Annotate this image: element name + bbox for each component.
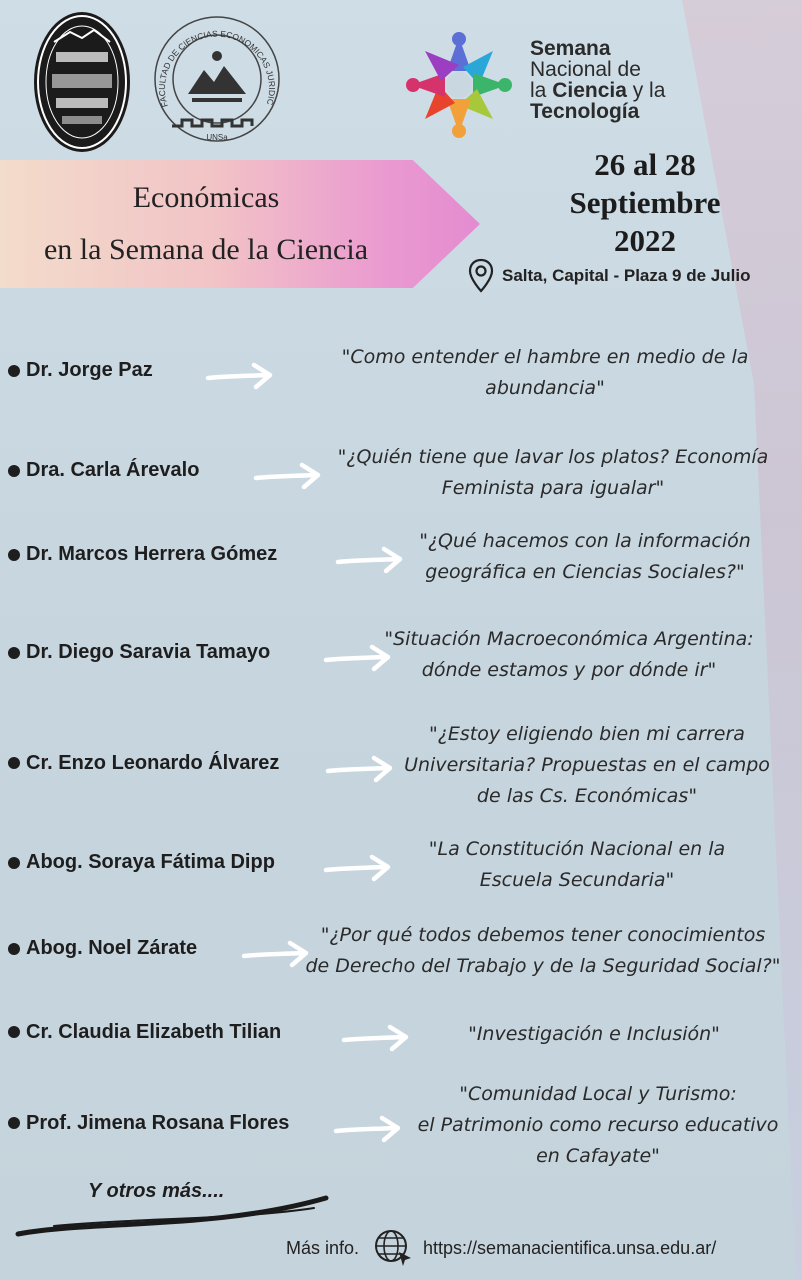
university-seal-logo xyxy=(34,12,130,152)
snct-line-2: Nacional de xyxy=(530,58,641,81)
speaker-name-text: Abog. Noel Zárate xyxy=(26,937,198,959)
location-pin-icon xyxy=(468,258,494,294)
footer xyxy=(286,1228,716,1268)
talk-title-line: "La Constitución Nacional en la xyxy=(428,838,726,860)
talk-title-line: "¿Por qué todos debemos tener conocimientos xyxy=(320,924,766,946)
faculty-seal-graphic xyxy=(152,14,282,144)
speaker-name-text: Prof. Jimena Rosana Flores xyxy=(26,1111,290,1134)
speaker-name xyxy=(8,359,153,382)
speaker-name-text: Cr. Claudia Elizabeth Tilian xyxy=(26,1020,282,1043)
talk-title-line: de las Cs. Económicas" xyxy=(476,785,698,807)
talk-title-line: "¿Quién tiene que lavar los platos? Economía xyxy=(337,446,769,468)
bullet-dot xyxy=(8,1026,20,1038)
talk-title-line: geográfica en Ciencias Sociales?" xyxy=(425,561,745,583)
talk-title-line: "Como entender el hambre en medio de la xyxy=(341,346,749,368)
snct-line-1: Semana xyxy=(530,37,611,60)
talk-title-line: "Situación Macroeconómica Argentina: xyxy=(384,628,754,650)
snct-star-logo xyxy=(404,30,514,140)
speaker-name-text: Dra. Carla Árevalo xyxy=(26,459,200,481)
speaker-name-text: Cr. Enzo Leonardo Álvarez xyxy=(26,751,280,774)
talk-title-line: "Comunidad Local y Turismo: xyxy=(459,1083,737,1105)
bullet-dot xyxy=(8,1117,20,1129)
talk-title-line: "¿Estoy eligiendo bien mi carrera xyxy=(429,723,745,745)
talk-title-line: Feminista para igualar" xyxy=(441,477,665,499)
dates-line-2: Septiembre xyxy=(569,185,721,220)
bullet-dot xyxy=(8,757,20,769)
faculty-seal-logo xyxy=(152,14,282,144)
speaker-name xyxy=(8,937,197,960)
banner-title xyxy=(0,172,412,276)
snct-line-3a: la xyxy=(530,79,553,102)
talk-title-line: dónde estamos y por dónde ir" xyxy=(421,659,717,681)
talk-title-line: Escuela Secundaria" xyxy=(479,869,675,891)
snct-line-4: Tecnología xyxy=(530,100,640,123)
talk-title xyxy=(293,442,802,504)
talk-title xyxy=(283,920,802,982)
snct-wordmark xyxy=(530,38,750,122)
talk-title-line: Universitaria? Propuestas en el campo xyxy=(404,754,770,776)
speaker-name-text: Dr. Jorge Paz xyxy=(26,359,153,381)
snct-line-3 xyxy=(530,80,750,101)
others-note: Y otros más.... xyxy=(88,1180,225,1202)
event-location xyxy=(468,256,750,296)
bullet-dot xyxy=(8,943,20,955)
footer-label: Más info. xyxy=(286,1237,360,1258)
talk-title-line: de Derecho del Trabajo y de la Seguridad Social?" xyxy=(305,955,781,977)
talk-title-line: abundancia" xyxy=(485,377,605,399)
talk-title xyxy=(317,834,802,896)
dates-line-1: 26 al 28 xyxy=(594,147,696,182)
snct-line-3c: y la xyxy=(626,79,666,102)
talk-title xyxy=(334,1019,802,1050)
speaker-name xyxy=(8,459,199,482)
dates-line-3: 2022 xyxy=(614,223,676,258)
event-dates xyxy=(555,146,735,260)
location-text: Salta, Capital - Plaza 9 de Julio xyxy=(502,266,751,285)
talk-title xyxy=(309,624,802,686)
footer-url-link[interactable]: https://semanacientifica.unsa.edu.ar/ xyxy=(423,1237,717,1258)
bullet-dot xyxy=(8,365,20,377)
speaker-name xyxy=(8,641,270,664)
talk-title xyxy=(327,719,802,812)
talk-title-line: "¿Qué hacemos con la información xyxy=(419,530,751,552)
speaker-name-text: Dr. Diego Saravia Tamayo xyxy=(26,641,271,663)
speaker-name xyxy=(8,543,277,566)
bullet-dot xyxy=(8,549,20,561)
banner-title-line-2: en la Semana de la Ciencia xyxy=(43,233,369,266)
speaker-name-text: Abog. Soraya Fátima Dipp xyxy=(26,851,275,873)
talk-title xyxy=(325,526,802,588)
speaker-name xyxy=(8,752,279,775)
bullet-dot xyxy=(8,647,20,659)
arrow-right-icon xyxy=(204,361,276,391)
talk-title xyxy=(285,342,802,404)
talk-title-line: el Patrimonio como recurso educativo xyxy=(417,1114,779,1136)
faculty-seal-text: FACULTAD DE CIENCIAS ECONOMICAS JURIDIC xyxy=(156,28,278,109)
bullet-dot xyxy=(8,857,20,869)
faculty-seal-sub: UNSa xyxy=(206,133,228,142)
talk-title-line: "Investigación e Inclusión" xyxy=(468,1023,720,1045)
banner-title-line-1: Económicas xyxy=(132,181,280,214)
speaker-name-text: Dr. Marcos Herrera Gómez xyxy=(26,543,278,565)
talk-title-line: en Cafayate" xyxy=(536,1145,660,1167)
globe-icon xyxy=(373,1228,413,1268)
speaker-name xyxy=(8,1112,289,1135)
bullet-dot xyxy=(8,465,20,477)
talk-title xyxy=(338,1079,802,1172)
speaker-name xyxy=(8,851,275,874)
speaker-name xyxy=(8,1021,281,1044)
snct-line-3b: Ciencia xyxy=(552,79,627,102)
university-seal-graphic xyxy=(34,12,130,152)
